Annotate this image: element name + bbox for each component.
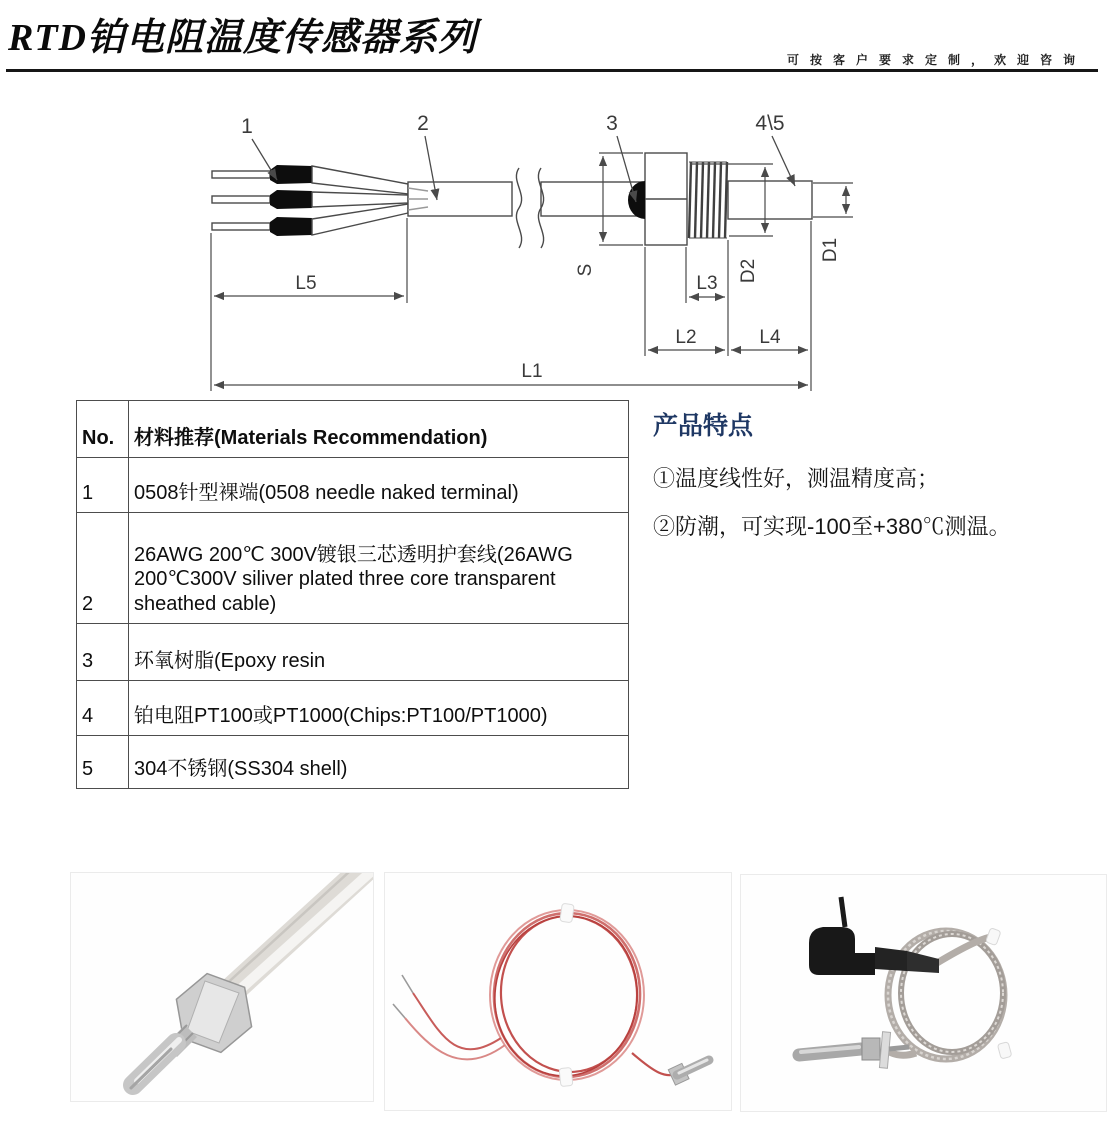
probe-washer — [879, 1032, 890, 1069]
photo1-drawing — [71, 873, 373, 1101]
part-label-1: 1 — [241, 115, 253, 138]
photo2-drawing — [385, 873, 731, 1110]
table-row — [77, 624, 629, 681]
row-material: 铂电阻PT100或PT1000(Chips:PT100/PT1000) — [129, 681, 629, 736]
dim-label-L3: L3 — [696, 273, 718, 294]
row-no: 2 — [77, 513, 129, 624]
row-material: 环氧树脂(Epoxy resin — [129, 624, 629, 681]
photo3-drawing — [741, 875, 1106, 1111]
features-heading: 产品特点 — [653, 412, 754, 440]
dim-label-D2: D2 — [738, 258, 759, 284]
custom-order-tagline: 可按客户要求定制，欢迎咨询 — [786, 53, 1086, 67]
crimp-terminal-mid — [270, 190, 312, 209]
bare-end-2 — [393, 1004, 405, 1018]
probe-stem — [889, 1047, 909, 1049]
row-no: 4 — [77, 681, 129, 736]
connector-boot — [875, 947, 907, 971]
probe-shell — [728, 181, 812, 219]
white-cable-highlight — [234, 873, 373, 995]
dim-label-L4: L4 — [759, 327, 781, 348]
feature-item-2: ②防潮，可实现-100至+380℃测温。 — [653, 513, 1011, 539]
dim-label-L1: L1 — [521, 361, 543, 382]
product-photo-white-cable-probe — [70, 872, 374, 1102]
bare-pin-bottom — [212, 223, 270, 230]
table-row — [77, 736, 629, 789]
cable-tie-top — [986, 928, 1001, 946]
cable-tie-bottom — [559, 1067, 573, 1086]
bare-pin-top — [212, 171, 270, 178]
bare-pin-mid — [212, 196, 270, 203]
lead-mid — [312, 192, 408, 207]
bare-end-1 — [402, 975, 413, 993]
product-photo-braided-cable-sensor — [740, 874, 1107, 1112]
row-no: 1 — [77, 458, 129, 513]
rtd-dimension-diagram — [150, 90, 900, 400]
cable-right — [541, 182, 642, 216]
part-label-2: 2 — [417, 112, 429, 135]
lead-top — [312, 166, 408, 194]
header-no: No. — [77, 401, 129, 458]
product-features — [653, 406, 1109, 559]
red-wire-coil — [486, 908, 646, 1084]
sensor-outline — [212, 153, 812, 248]
header-material: 材料推荐(Materials Recommendation) — [129, 401, 629, 458]
part-label-4-5: 4\5 — [755, 112, 785, 135]
thread-section — [689, 162, 727, 238]
table-row — [77, 513, 629, 624]
probe-hex-nut — [862, 1038, 880, 1060]
dim-label-S: S — [575, 263, 596, 277]
row-no: 5 — [77, 736, 129, 789]
lead-bottom — [312, 204, 408, 235]
table-header-row — [77, 401, 629, 458]
materials-table — [76, 400, 629, 789]
product-photo-red-coil-sensor — [384, 872, 732, 1111]
loose-wire-2 — [405, 1018, 505, 1059]
page-title: RTD铂电阻温度传感器系列 — [8, 17, 478, 59]
dim-label-L2: L2 — [675, 327, 697, 348]
break-curve-1 — [516, 168, 521, 248]
right-angle-connector — [809, 927, 875, 975]
crimp-terminal-top — [270, 165, 312, 184]
part-label-3: 3 — [606, 112, 618, 135]
table-row — [77, 681, 629, 736]
cable-tie-bottom — [997, 1042, 1012, 1059]
materials-table-wrapper — [76, 400, 629, 789]
row-no: 3 — [77, 624, 129, 681]
braided-coil — [888, 931, 1004, 1059]
cable-tie-top — [560, 903, 574, 922]
connector-boot-tip — [907, 951, 939, 973]
row-material: 26AWG 200℃ 300V镀银三芯透明护套线(26AWG 200℃300V siliver plated three core transparent sheathed cable) — [129, 513, 629, 624]
row-material: 0508针型裸端(0508 needle naked terminal) — [129, 458, 629, 513]
table-row — [77, 458, 629, 513]
row-material: 304不锈钢(SS304 shell) — [129, 736, 629, 789]
header-rule — [6, 69, 1098, 72]
connector-pin — [841, 897, 845, 927]
dim-label-L5: L5 — [295, 273, 317, 294]
feature-item-1: ①温度线性好，测温精度高； — [653, 466, 940, 491]
dim-label-D1: D1 — [820, 237, 841, 263]
crimp-terminal-bottom — [270, 217, 312, 236]
